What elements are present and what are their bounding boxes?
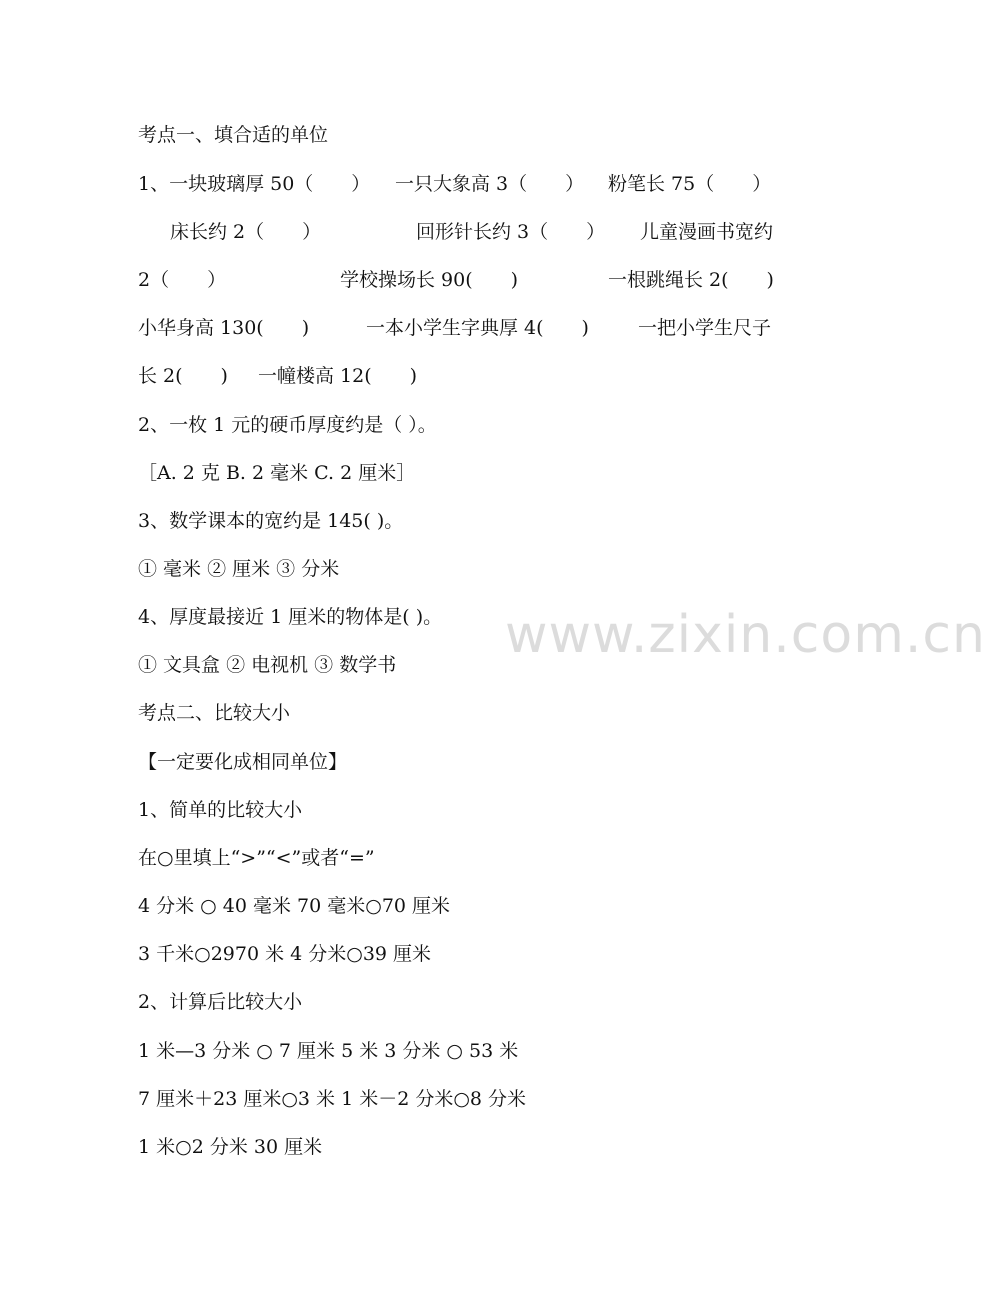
text-segment: 学校操场长 90( ) xyxy=(340,269,519,291)
text-line xyxy=(0,841,920,875)
text-line xyxy=(0,937,920,971)
text-segment: 一只大象高 3（ ） xyxy=(395,173,585,195)
text-segment: 在○里填上“>”“<”或者“=” xyxy=(138,847,375,869)
text-segment: ① 毫米 ② 厘米 ③ 分米 xyxy=(138,558,340,580)
text-line xyxy=(0,793,920,827)
text-segment: 长 2( ) xyxy=(138,365,228,387)
text-segment: 2、一枚 1 元的硬币厚度约是（ ）。 xyxy=(138,414,437,436)
text-line xyxy=(0,311,920,345)
text-segment: 儿童漫画书宽约 xyxy=(640,221,774,243)
text-segment: 一幢楼高 12( ) xyxy=(258,365,418,387)
text-segment: 1 米○2 分米 30 厘米 xyxy=(138,1136,323,1158)
text-line xyxy=(0,456,920,490)
text-segment: 1、一块玻璃厚 50（ ） xyxy=(138,173,371,195)
text-segment: 一本小学生字典厚 4( ) xyxy=(366,317,589,339)
text-segment: 4 分米 ○ 40 毫米 70 毫米○70 厘米 xyxy=(138,895,451,917)
text-segment: 1、简单的比较大小 xyxy=(138,799,303,821)
text-line xyxy=(0,504,920,538)
text-segment: 【一定要化成相同单位】 xyxy=(138,751,348,773)
text-line xyxy=(0,1034,920,1068)
text-segment: 2（ ） xyxy=(138,269,227,291)
text-line xyxy=(0,408,920,442)
text-line xyxy=(0,648,920,682)
text-line xyxy=(0,118,920,152)
text-line xyxy=(0,359,920,393)
text-segment: 2、计算后比较大小 xyxy=(138,991,303,1013)
text-line xyxy=(0,1082,920,1116)
text-line xyxy=(0,600,920,634)
text-segment: 4、厚度最接近 1 厘米的物体是( )。 xyxy=(138,606,443,628)
text-line xyxy=(0,889,920,923)
text-line xyxy=(0,263,920,297)
text-segment: 考点一、填合适的单位 xyxy=(138,124,329,146)
text-line xyxy=(0,745,920,779)
text-segment: 考点二、比较大小 xyxy=(138,702,291,724)
text-segment: 1 米—3 分米 ○ 7 厘米 5 米 3 分米 ○ 53 米 xyxy=(138,1040,519,1062)
text-line xyxy=(0,985,920,1019)
text-line xyxy=(0,1130,920,1164)
text-segment: 小华身高 130( ) xyxy=(138,317,310,339)
text-line xyxy=(0,215,920,249)
text-line xyxy=(0,696,920,730)
text-segment: 回形针长约 3（ ） xyxy=(416,221,606,243)
text-line xyxy=(0,167,920,201)
text-line xyxy=(0,552,920,586)
text-segment: 7 厘米＋23 厘米○3 米 1 米－2 分米○8 分米 xyxy=(138,1088,527,1110)
text-segment: ［A. 2 克 B. 2 毫米 C. 2 厘米］ xyxy=(138,462,416,484)
text-segment: 3 千米○2970 米 4 分米○39 厘米 xyxy=(138,943,432,965)
text-segment: ① 文具盒 ② 电视机 ③ 数学书 xyxy=(138,654,397,676)
text-segment: 3、数学课本的宽约是 145( )。 xyxy=(138,510,404,532)
text-segment: 床长约 2（ ） xyxy=(170,221,322,243)
text-segment: 一把小学生尺子 xyxy=(638,317,772,339)
text-segment: 粉笔长 75（ ） xyxy=(608,173,772,195)
text-segment: 一根跳绳长 2( ) xyxy=(608,269,774,291)
watermark: www.zixin.com.cn xyxy=(505,605,986,665)
